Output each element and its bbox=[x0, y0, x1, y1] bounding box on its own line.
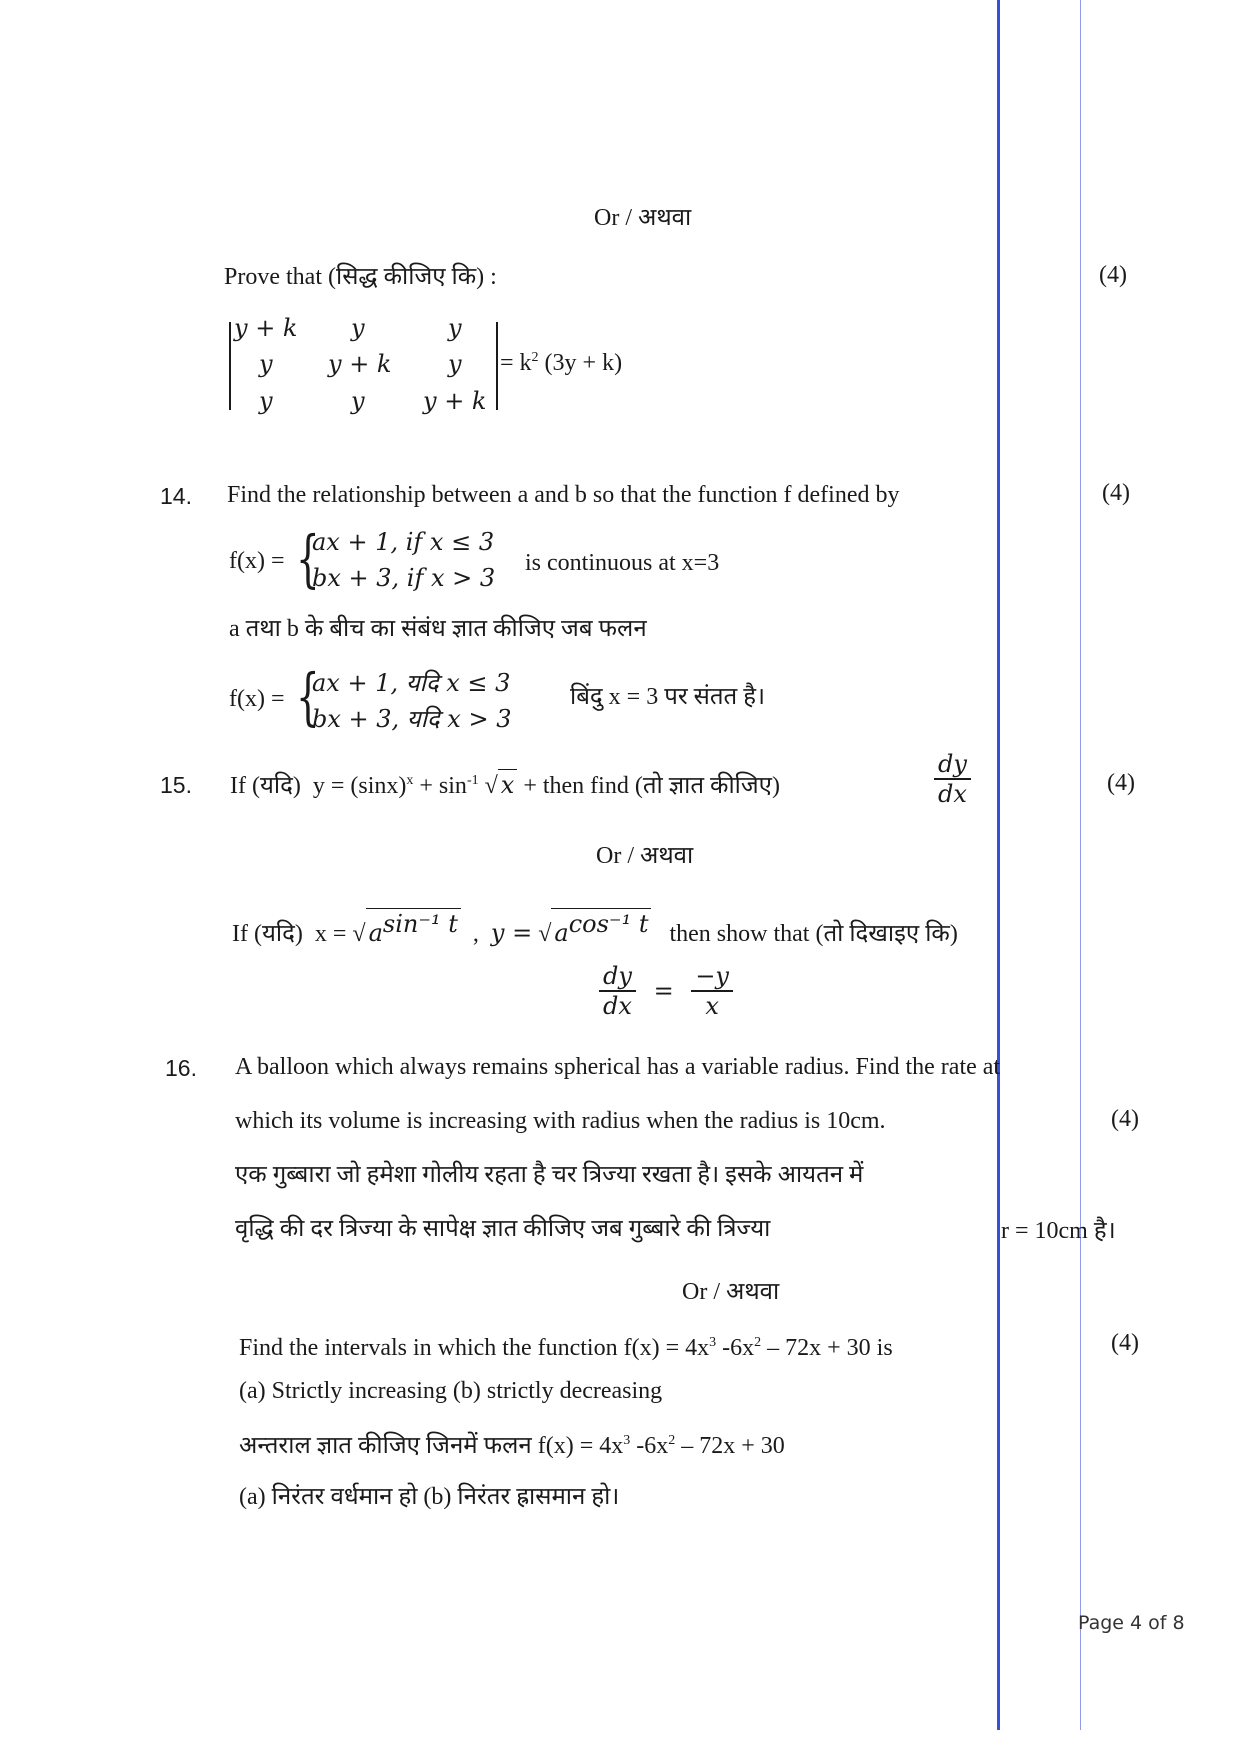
det-cell: y bbox=[448, 314, 462, 342]
marks-q15: (4) bbox=[1107, 770, 1135, 796]
q16-alt-hindi-line1: अन्तराल ज्ञात कीजिए जिनमें फलन $f(x) = 4x^3$ $-6x^2 - 72x + 30$ bbox=[239, 1433, 785, 1459]
q16-alt-line2: (a) Strictly increasing (b) strictly decreasing bbox=[239, 1378, 663, 1404]
prove-statement: Prove that (सिद्ध कीजिए कि) : bbox=[224, 264, 497, 290]
question-number-15: 15. bbox=[160, 772, 192, 798]
det-right-bar bbox=[496, 322, 498, 410]
q14-hindi: a तथा b के बीच का संबंध ज्ञात कीजिए जब फलन bbox=[229, 616, 647, 642]
q16-hindi-line1: एक गुब्बारा जो हमेशा गोलीय रहता है चर त्रिज्या रखता है। इसके आयतन में bbox=[235, 1162, 864, 1188]
det-result: = $k^2$ (3y + k) bbox=[500, 350, 623, 376]
det-cell: y bbox=[259, 350, 273, 378]
question-number-16: 16. bbox=[165, 1055, 197, 1081]
or-heading-1: Or / अथवा bbox=[594, 205, 692, 231]
det-cell: y + k bbox=[234, 314, 298, 342]
det-left-bar bbox=[229, 322, 231, 410]
or-heading-3: Or / अथवा bbox=[682, 1279, 780, 1305]
det-cell: y bbox=[351, 387, 365, 415]
q14-fx-label: f(x) = bbox=[229, 548, 285, 574]
q15-derivative: $\frac{dy}{dx}$ bbox=[934, 750, 971, 808]
q15-alt: If (यदि) x = √ $a^{sin^{-1} t}$ , y = √ $a^{cos^{-1} t}$ then show that (तो दिखाइए कि) bbox=[232, 910, 958, 947]
q14-case1: ax + 1, if x ≤ 3 bbox=[312, 528, 495, 556]
q14-hindi-fx-label: f(x) = bbox=[229, 686, 285, 712]
q14-hindi-case2: bx + 3, यदि x > 3 bbox=[312, 705, 512, 733]
q14-text: Find the relationship between a and b so that the function f defined by bbox=[227, 482, 900, 508]
margin-line-blue bbox=[997, 0, 1000, 1730]
q16-hindi-line2-tail: r = 10cm है। bbox=[1001, 1218, 1116, 1244]
det-cell: y bbox=[448, 350, 462, 378]
question-number-14: 14. bbox=[160, 483, 192, 509]
det-cell: y bbox=[351, 314, 365, 342]
q14-hindi-continuity: बिंदु x = 3 पर संतत है। bbox=[570, 684, 766, 710]
or-heading-2: Or / अथवा bbox=[596, 843, 694, 869]
q15-if: If (यदि) bbox=[230, 773, 301, 799]
marks-q16-alt: (4) bbox=[1111, 1330, 1139, 1356]
q16-alt-hindi-line2: (a) निरंतर वर्धमान हो (b) निरंतर ह्रासमान हो। bbox=[239, 1484, 620, 1510]
marks-q13-or: (4) bbox=[1099, 262, 1127, 288]
q16-line1: A balloon which always remains spherical has a variable radius. Find the rate at bbox=[235, 1054, 1001, 1080]
q15-equation: $y = (\sin x)^x + \sin^{-1}$ √ x + then find (तो ज्ञात कीजिए) bbox=[312, 771, 780, 799]
q14-hindi-case1: ax + 1, यदि x ≤ 3 bbox=[312, 669, 511, 697]
det-cell: y bbox=[259, 387, 273, 415]
q14-hindi-brace: { bbox=[296, 660, 320, 733]
q16-line2: which its volume is increasing with radius when the radius is 10cm. bbox=[235, 1108, 886, 1134]
q14-brace: { bbox=[296, 522, 320, 595]
det-cell: y + k bbox=[328, 350, 392, 378]
q16-alt-line1: Find the intervals in which the function $f(x) = 4x^3$ $-6x^2 - 72x + 30$ is bbox=[239, 1335, 893, 1361]
page-footer: Page 4 of 8 bbox=[1078, 1612, 1185, 1634]
det-cell: y + k bbox=[423, 387, 487, 415]
marks-q14: (4) bbox=[1102, 480, 1130, 506]
q15-result: $\frac{dy}{dx}$ = $\frac{-y}{x}$ bbox=[599, 962, 733, 1020]
q14-continuity: is continuous at x=3 bbox=[525, 550, 720, 576]
q15-statement bbox=[230, 766, 780, 801]
margin-line-light bbox=[1080, 0, 1081, 1730]
q14-case2: bx + 3, if x > 3 bbox=[312, 564, 496, 592]
marks-q16: (4) bbox=[1111, 1106, 1139, 1132]
q16-hindi-line2: वृद्धि की दर त्रिज्या के सापेक्ष ज्ञात कीजिए जब गुब्बारे की त्रिज्या bbox=[235, 1216, 771, 1242]
